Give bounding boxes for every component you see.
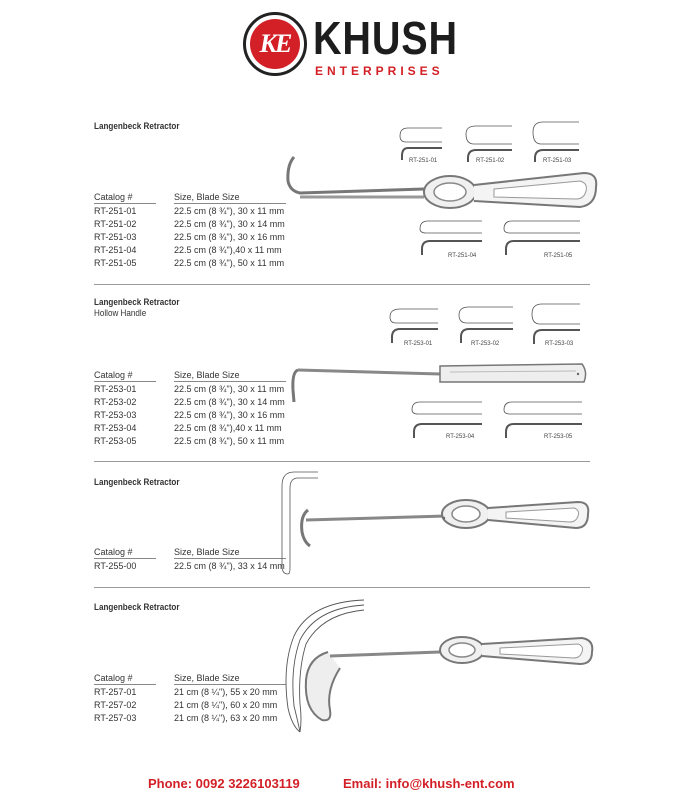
header-underline [94, 684, 156, 685]
brand-tagline: ENTERPRISES [315, 64, 444, 78]
retractor-image [284, 155, 604, 225]
catalog-number: RT-253-03 [94, 410, 137, 420]
brand-logo [243, 12, 458, 80]
header-underline [174, 558, 286, 559]
logo-emblem [243, 12, 307, 76]
size-value: 22.5 cm (8 ¾"), 30 x 11 mm [174, 206, 285, 216]
blade-outline-rt-253-03 [530, 302, 582, 344]
size-value: 22.5 cm (8 ¾"),40 x 11 mm [174, 423, 282, 433]
catalog-number: RT-251-04 [94, 245, 137, 255]
size-value: 22.5 cm (8 ¾"), 30 x 16 mm [174, 410, 285, 420]
retractor-image [290, 360, 590, 410]
blade-tag: RT-251-04 [448, 253, 477, 259]
size-value: 22.5 cm (8 ¾"),40 x 11 mm [174, 245, 282, 255]
logo-initials: KE [250, 19, 300, 69]
blade-tag: RT-253-04 [446, 434, 475, 440]
size-value: 22.5 cm (8 ¾"), 50 x 11 mm [174, 258, 285, 268]
catalog-number: RT-257-03 [94, 713, 137, 723]
size-value: 22.5 cm (8 ¾"), 50 x 11 mm [174, 436, 285, 446]
blade-tag: RT-251-02 [476, 158, 505, 164]
header-underline [94, 203, 156, 204]
section-3-header-catalog: Catalog # [94, 547, 133, 557]
blade-tag: RT-253-01 [404, 341, 433, 347]
size-value: 22.5 cm (8 ¾"), 30 x 16 mm [174, 232, 285, 242]
section-4-header-catalog: Catalog # [94, 673, 133, 683]
blade-tag: RT-253-05 [544, 434, 573, 440]
brand-name: KHUSH [313, 12, 458, 64]
size-value: 22.5 cm (8 ¾"), 33 x 14 mm [174, 561, 285, 571]
catalog-number: RT-251-05 [94, 258, 137, 268]
catalog-number: RT-253-05 [94, 436, 137, 446]
catalog-number: RT-255-00 [94, 561, 137, 571]
size-value: 21 cm (8 ¼"), 55 x 20 mm [174, 687, 278, 697]
catalog-number: RT-251-01 [94, 206, 137, 216]
header-underline [174, 203, 286, 204]
section-1-title: Langenbeck Retractor [94, 121, 180, 131]
catalog-number: RT-251-03 [94, 232, 137, 242]
catalog-number: RT-253-01 [94, 384, 137, 394]
blade-tag: RT-253-03 [545, 341, 574, 347]
section-4-header-size: Size, Blade Size [174, 673, 240, 683]
catalog-number: RT-257-01 [94, 687, 137, 697]
retractor-image [296, 492, 596, 552]
catalog-number: RT-253-04 [94, 423, 137, 433]
footer-phone[interactable]: Phone: 0092 3226103119 [148, 776, 300, 791]
footer-email[interactable]: Email: info@khush-ent.com [343, 776, 515, 791]
section-2-subtitle: Hollow Handle [94, 308, 147, 318]
header-underline [174, 684, 286, 685]
catalog-number: RT-253-02 [94, 397, 137, 407]
size-value: 22.5 cm (8 ¾"), 30 x 14 mm [174, 219, 285, 229]
section-3-header-size: Size, Blade Size [174, 547, 240, 557]
blade-outline-rt-253-02 [457, 303, 515, 345]
catalog-number: RT-251-02 [94, 219, 137, 229]
blade-tag: RT-251-03 [543, 158, 572, 164]
size-value: 22.5 cm (8 ¾"), 30 x 14 mm [174, 397, 285, 407]
section-3-title: Langenbeck Retractor [94, 477, 180, 487]
blade-tag: RT-253-02 [471, 341, 500, 347]
size-value: 22.5 cm (8 ¾"), 30 x 11 mm [174, 384, 285, 394]
header-underline [94, 381, 156, 382]
section-divider [94, 284, 590, 285]
blade-tag: RT-251-01 [409, 158, 438, 164]
blade-tag: RT-251-05 [544, 253, 573, 259]
section-4-title: Langenbeck Retractor [94, 602, 180, 612]
retractor-image [300, 630, 600, 725]
section-divider [94, 461, 590, 462]
blade-outline-rt-253-01 [388, 305, 440, 345]
section-divider [94, 587, 590, 588]
section-2-header-size: Size, Blade Size [174, 370, 240, 380]
catalog-number: RT-257-02 [94, 700, 137, 710]
size-value: 21 cm (8 ¼"), 63 x 20 mm [174, 713, 278, 723]
section-2-title: Langenbeck Retractor [94, 297, 180, 307]
header-underline [94, 558, 156, 559]
size-value: 21 cm (8 ¼"), 60 x 20 mm [174, 700, 278, 710]
section-2-header-catalog: Catalog # [94, 370, 133, 380]
header-underline [174, 381, 286, 382]
section-1-header-catalog: Catalog # [94, 192, 133, 202]
section-1-header-size: Size, Blade Size [174, 192, 240, 202]
